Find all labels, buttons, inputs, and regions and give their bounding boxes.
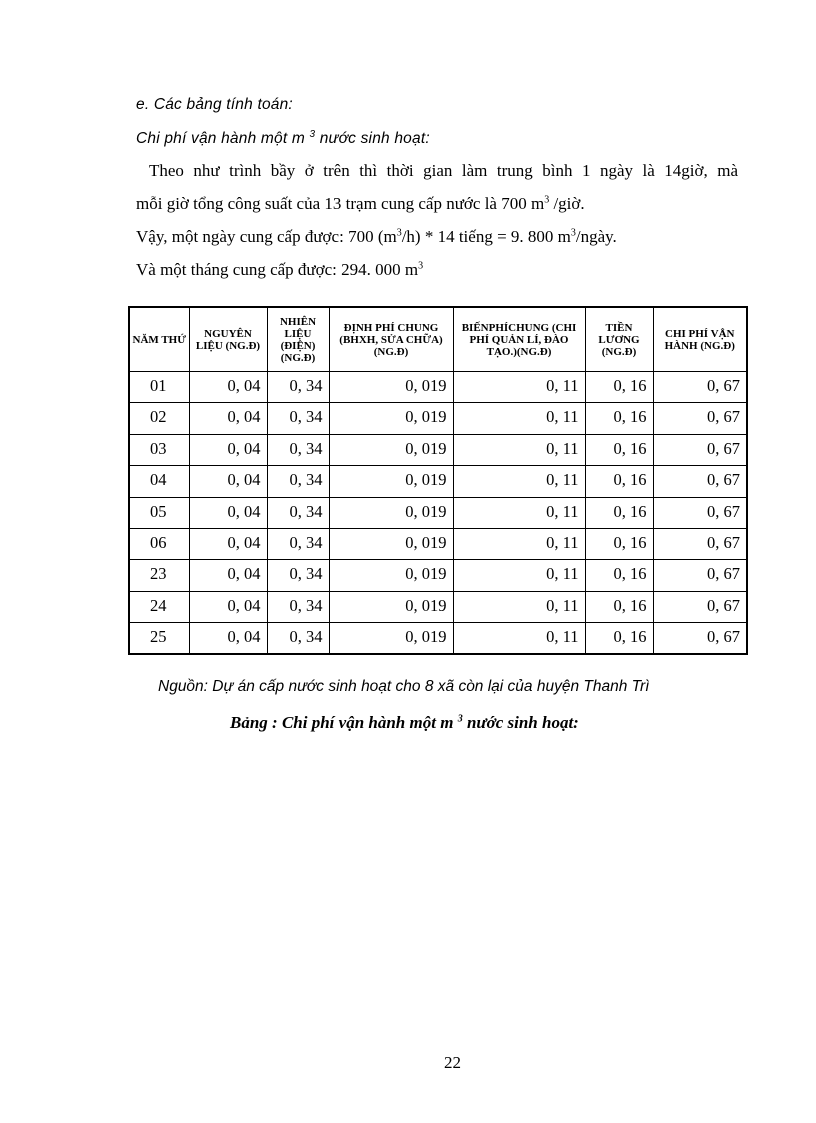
- value-cell: 0, 019: [329, 434, 453, 465]
- value-cell: 0, 11: [453, 434, 585, 465]
- section-heading: e. Các bảng tính toán:: [136, 96, 293, 113]
- value-cell: 0, 04: [189, 560, 267, 591]
- year-cell: 24: [129, 591, 189, 622]
- table-header-cell: ĐỊNH PHÍ CHUNG (BHXH, SỬA CHỮA)(NG.Đ): [329, 307, 453, 372]
- source-note: Nguồn: Dự án cấp nước sinh hoạt cho 8 xã còn lại của huyện Thanh Trì: [158, 678, 650, 695]
- table-header-row: [129, 307, 747, 372]
- value-cell: 0, 67: [653, 372, 747, 403]
- table-header-cell: NĂM THỨ: [129, 307, 189, 372]
- subheading-text-end: nước sinh hoạt:: [315, 130, 430, 147]
- value-cell: 0, 16: [585, 623, 653, 654]
- table-row: [129, 466, 747, 497]
- value-cell: 0, 67: [653, 466, 747, 497]
- value-cell: 0, 34: [267, 403, 329, 434]
- value-cell: 0, 16: [585, 434, 653, 465]
- value-cell: 0, 16: [585, 403, 653, 434]
- paragraph-line-2: mỗi giờ tổng công suất của 13 trạm cung cấp nước là 700 $m^3$ /giờ.: [136, 194, 585, 213]
- value-cell: 0, 11: [453, 591, 585, 622]
- paragraph-line-1: Theo như trình bầy ở trên thì thời gian làm trung bình 1 ngày là 14giờ, mà: [149, 161, 738, 180]
- paragraph-line-4: Và một tháng cung cấp được: 294. 000 $m^3$: [136, 260, 424, 279]
- value-cell: 0, 04: [189, 528, 267, 559]
- value-cell: 0, 67: [653, 591, 747, 622]
- subheading-text: Chi phí vận hành một m: [136, 130, 310, 147]
- value-cell: 0, 04: [189, 497, 267, 528]
- value-cell: 0, 16: [585, 560, 653, 591]
- value-cell: 0, 16: [585, 466, 653, 497]
- year-cell: 05: [129, 497, 189, 528]
- value-cell: 0, 34: [267, 528, 329, 559]
- year-cell: 03: [129, 434, 189, 465]
- operating-cost-table: [128, 306, 748, 655]
- table-row: [129, 560, 747, 591]
- value-cell: 0, 04: [189, 623, 267, 654]
- subheading-superscript: 3: [309, 128, 316, 140]
- value-cell: 0, 16: [585, 528, 653, 559]
- value-cell: 0, 019: [329, 372, 453, 403]
- value-cell: 0, 04: [189, 591, 267, 622]
- value-cell: 0, 019: [329, 591, 453, 622]
- value-cell: 0, 11: [453, 403, 585, 434]
- year-cell: 25: [129, 623, 189, 654]
- value-cell: 0, 34: [267, 466, 329, 497]
- value-cell: 0, 34: [267, 497, 329, 528]
- value-cell: 0, 16: [585, 591, 653, 622]
- value-cell: 0, 67: [653, 403, 747, 434]
- year-cell: 01: [129, 372, 189, 403]
- section-subheading: [136, 130, 430, 148]
- table-header-cell: CHI PHÍ VẬN HÀNH (NG.Đ): [653, 307, 747, 372]
- value-cell: 0, 34: [267, 560, 329, 591]
- value-cell: 0, 11: [453, 560, 585, 591]
- value-cell: 0, 019: [329, 497, 453, 528]
- value-cell: 0, 67: [653, 528, 747, 559]
- table-row: [129, 623, 747, 654]
- value-cell: 0, 11: [453, 466, 585, 497]
- year-cell: 23: [129, 560, 189, 591]
- value-cell: 0, 019: [329, 403, 453, 434]
- value-cell: 0, 11: [453, 372, 585, 403]
- table-header-cell: TIỀN LƯƠNG (NG.Đ): [585, 307, 653, 372]
- value-cell: 0, 04: [189, 434, 267, 465]
- year-cell: 02: [129, 403, 189, 434]
- page-number: 22: [444, 1053, 461, 1072]
- table-body: [129, 372, 747, 655]
- value-cell: 0, 019: [329, 560, 453, 591]
- year-cell: 04: [129, 466, 189, 497]
- value-cell: 0, 019: [329, 466, 453, 497]
- table-row: [129, 403, 747, 434]
- value-cell: 0, 11: [453, 623, 585, 654]
- table-header-cell: NGUYÊN LIỆU (NG.Đ): [189, 307, 267, 372]
- table-row: [129, 372, 747, 403]
- value-cell: 0, 04: [189, 466, 267, 497]
- value-cell: 0, 34: [267, 434, 329, 465]
- body-paragraph: [136, 154, 738, 286]
- value-cell: 0, 04: [189, 403, 267, 434]
- value-cell: 0, 67: [653, 434, 747, 465]
- year-cell: 06: [129, 528, 189, 559]
- value-cell: 0, 04: [189, 372, 267, 403]
- table-caption: Bảng : Chi phí vận hành một m $^3$ nước sinh hoạt:: [230, 713, 579, 732]
- value-cell: 0, 67: [653, 623, 747, 654]
- value-cell: 0, 67: [653, 497, 747, 528]
- value-cell: 0, 34: [267, 591, 329, 622]
- paragraph-line-3: Vậy, một ngày cung cấp được: 700 $(m^3/h) * 14$ tiếng = 9. 800 $m^3$/ngày.: [136, 227, 617, 246]
- value-cell: 0, 34: [267, 623, 329, 654]
- value-cell: 0, 019: [329, 623, 453, 654]
- value-cell: 0, 16: [585, 497, 653, 528]
- value-cell: 0, 16: [585, 372, 653, 403]
- table-row: [129, 591, 747, 622]
- table-row: [129, 434, 747, 465]
- value-cell: 0, 11: [453, 497, 585, 528]
- table-header-cell: NHIÊN LIỆU (ĐIỆN) (NG.Đ): [267, 307, 329, 372]
- table-row: [129, 497, 747, 528]
- value-cell: 0, 019: [329, 528, 453, 559]
- value-cell: 0, 67: [653, 560, 747, 591]
- table-header-cell: BIẾNPHÍCHUNG (CHI PHÍ QUẢN LÍ, ĐÀO TẠO.)(NG.Đ): [453, 307, 585, 372]
- value-cell: 0, 34: [267, 372, 329, 403]
- value-cell: 0, 11: [453, 528, 585, 559]
- table-row: [129, 528, 747, 559]
